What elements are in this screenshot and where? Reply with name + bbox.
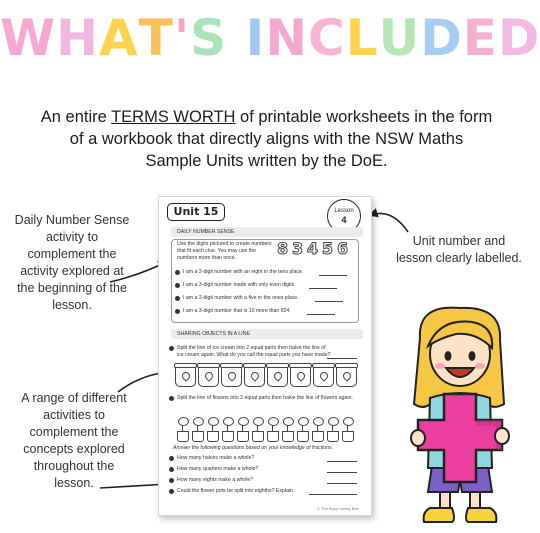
title-letter: S <box>190 9 228 67</box>
title-letter: C <box>308 9 346 67</box>
lesson-badge: Lesson 4 <box>327 199 361 233</box>
girl-with-plus-illustration <box>400 308 520 530</box>
clue-c: I am a 2-digit number with a five in the ones place. <box>183 295 299 301</box>
clue-d: I am a 3-digit number that is 10 more than 824. <box>183 308 291 314</box>
sharing-objects-header: SHARING OBJECTS IN A LINE <box>171 329 363 339</box>
question-d: How many quarters make a whole? <box>177 466 259 472</box>
note-unit-number: Unit number and lesson clearly labelled. <box>396 234 522 265</box>
title-letter: N <box>265 9 309 67</box>
title-letter: E <box>462 9 498 67</box>
title-letter: D <box>497 9 540 67</box>
title-letter: H <box>56 9 100 67</box>
digit-card: 6 <box>337 239 349 258</box>
daily-number-sense-header: DAILY NUMBER SENSE <box>171 227 363 237</box>
title-letter: I <box>245 9 266 67</box>
question-e: How many eights make a whole? <box>177 477 254 483</box>
intro-text: An entire TERMS WORTH of printable worksheets in the form of a workbook that directly aligns with the NSW Maths Sample Units written by the DoE. <box>40 108 493 170</box>
note-range-of-activities: A range of different activities to complement the concepts explored throughout the lesson. <box>21 391 127 490</box>
digit-card: 8 <box>277 239 289 258</box>
note-daily-number-sense: Daily Number Sense activity to complement the activity explored at the beginning of the lesson. <box>14 213 130 312</box>
title-letter: A <box>99 9 139 67</box>
clue-a: I am a 2-digit number with an eight in the tens place. <box>183 269 304 275</box>
worksheet-preview: Unit 15 Lesson 4 DAILY NUMBER SENSE Use the digits pictured to create numbers that fit each clue. You may use the numbers more than once. 8 3 4 5 6 I am a 2-digit number with an eight in the tens place. I am a 3-digit number made with only even digits. I am a 2-digit number with a five in the ones place. I am a 3-digit number that is 10 more than 824. SHARING OBJECTS IN A LINE Split the line of ice cream into 2 equal parts then halve the line of ice cream again. What do you call the equal parts you have made? Split the line of flowers into 2 equal parts then halve the line of flowers again. Answer the following questions based on your knowledge of fractions. How many halves make a whole? How many quarters make a whole? How many eights make a whole? Could the flower pots be split into eighths? Explain. © The Busy Honey Bee <box>158 196 372 516</box>
title-letter: D <box>420 9 463 67</box>
digit-card: 5 <box>322 239 334 258</box>
title-letter: L <box>345 9 379 67</box>
clue-b: I am a 3-digit number made with only even digits. <box>183 282 296 288</box>
title-letter: ' <box>173 9 191 67</box>
terms-worth-emphasis: TERMS WORTH <box>111 108 236 126</box>
arrow-unit <box>370 213 408 232</box>
question-f: Could the flower pots be split into eighths? Explain. <box>177 488 295 494</box>
question-c: How many halves make a whole? <box>177 455 255 461</box>
worksheet-footer: © The Busy Honey Bee <box>317 506 359 511</box>
digit-card: 3 <box>292 239 304 258</box>
title-letter: T <box>138 9 174 67</box>
digit-card: 4 <box>307 239 319 258</box>
unit-badge: Unit 15 <box>167 203 225 221</box>
title-letter: W <box>0 9 57 67</box>
title-letter: U <box>378 9 421 67</box>
